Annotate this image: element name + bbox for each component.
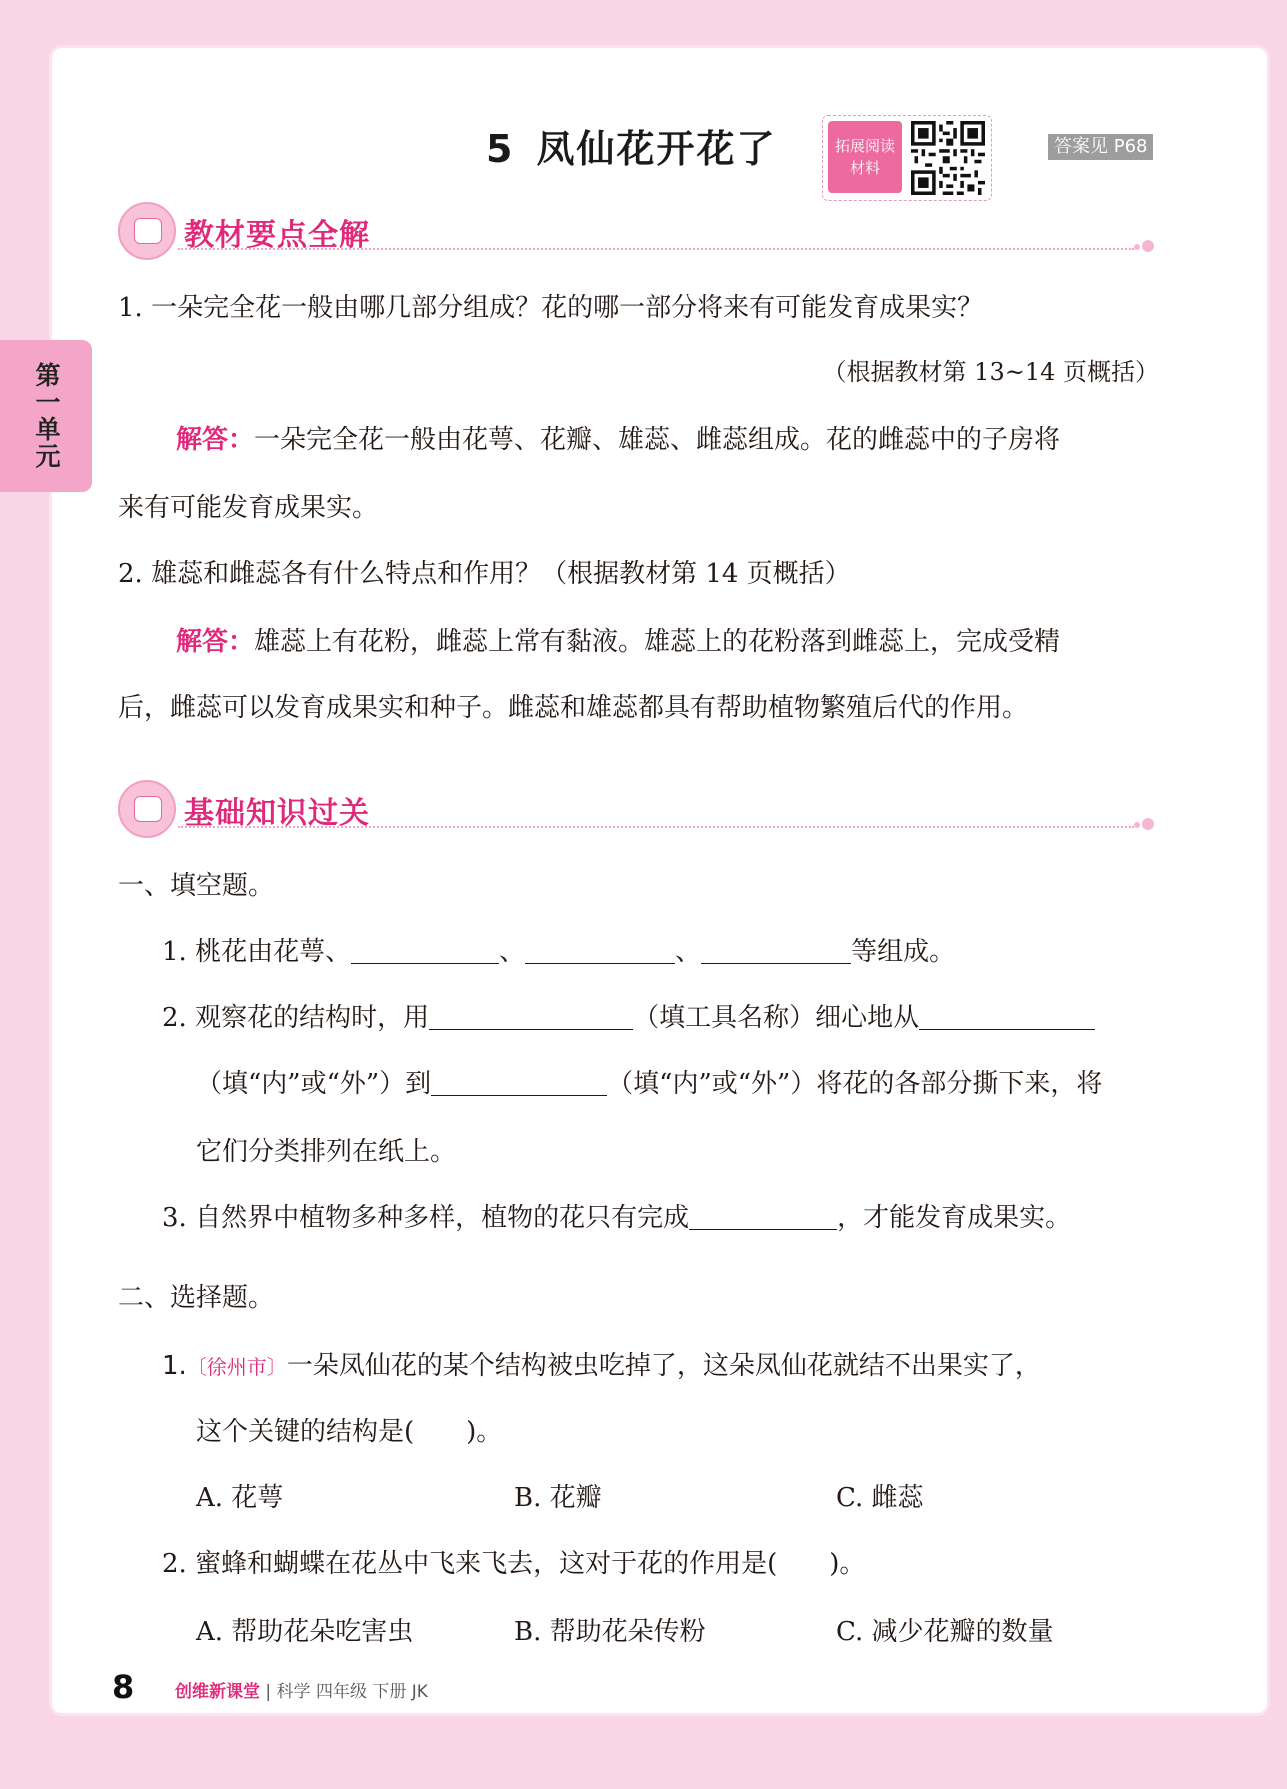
answer-label: 解答： (176, 627, 255, 657)
answer-reference-badge: 答案见 P68 (1048, 134, 1153, 160)
answer-blank[interactable] (351, 937, 499, 964)
option-c[interactable]: C. 雌蕊 (836, 1483, 924, 1513)
question-2: 2. 雄蕊和雌蕊各有什么特点和作用？（根据教材第 14 页概括） (118, 559, 851, 589)
page-number: 8 (112, 1668, 135, 1706)
question-1-source: （根据教材第 13~14 页概括） (822, 358, 1159, 386)
section-title: 教材要点全解 (184, 218, 370, 253)
choice-question-1-line-2: 这个关键的结构是( )。 (196, 1417, 503, 1447)
qr-code-icon[interactable] (911, 121, 985, 195)
fill-question-2-line-3: 它们分类排列在纸上。 (196, 1137, 457, 1167)
answer-1-line-2: 来有可能发育成果实。 (118, 493, 379, 523)
answer-blank[interactable] (701, 937, 851, 964)
answer-blank[interactable] (429, 1003, 633, 1030)
answer-2-line-2: 后，雌蕊可以发育成果实和种子。雌蕊和雄蕊都具有帮助植物繁殖后代的作用。 (118, 693, 1029, 723)
book-info: | 科学 四年级 下册 JK (265, 1682, 428, 1702)
answer-blank[interactable] (431, 1069, 607, 1096)
option-c[interactable]: C. 减少花瓣的数量 (836, 1617, 1054, 1647)
fill-question-3: 3. 自然界中植物多种多样，植物的花只有完成 ，才能发育成果实。 (162, 1203, 1072, 1233)
choice-question-1: 1.〔徐州市〕一朵凤仙花的某个结构被虫吃掉了，这朵凤仙花就结不出果实了， (162, 1351, 1041, 1381)
fill-question-1: 1. 桃花由花萼、 、 、 等组成。 (162, 937, 956, 967)
answer-blank[interactable] (689, 1203, 837, 1230)
choice-question-2: 2. 蜜蜂和蝴蝶在花丛中飞来飞去，这对于花的作用是( )。 (162, 1549, 866, 1579)
answer-blank[interactable] (525, 937, 675, 964)
lesson-title-text: 凤仙花开花了 (536, 127, 777, 171)
divider (178, 826, 1134, 828)
option-a[interactable]: A. 帮助花朵吃害虫 (196, 1617, 414, 1647)
answer-1-line-1: 解答：一朵完全花一般由花萼、花瓣、雄蕊、雌蕊组成。花的雌蕊中的子房将 (176, 425, 1061, 455)
question-1: 1. 一朵完全花一般由哪几部分组成？花的哪一部分将来有可能发育成果实？ (118, 293, 984, 323)
lesson-number: 5 (486, 127, 515, 171)
section-title: 基础知识过关 (184, 796, 370, 831)
answer-blank[interactable] (919, 1003, 1095, 1030)
footer-info (175, 1677, 428, 1702)
brand-name: 创维新课堂 (175, 1682, 260, 1702)
mascot-icon (118, 202, 176, 260)
fill-question-2-line-2: （填“内”或“外”）到 （填“内”或“外”）将花的各部分撕下来，将 (196, 1069, 1103, 1099)
section-header-textbook-points (118, 202, 1158, 256)
answer-label: 解答： (176, 425, 255, 455)
fill-blank-title: 一、填空题。 (118, 871, 275, 901)
extension-reading-label: 拓展阅读 材料 (828, 121, 902, 193)
decorative-dots-icon (1134, 240, 1158, 256)
fill-question-2-line-1: 2. 观察花的结构时，用 （填工具名称）细心地从 (162, 1000, 1095, 1036)
unit-label: 第一单元 (32, 362, 61, 470)
option-b[interactable]: B. 帮助花朵传粉 (514, 1617, 706, 1647)
section-header-basic-knowledge (118, 780, 1158, 834)
region-tag: 〔徐州市〕 (186, 1355, 287, 1379)
extension-reading-box[interactable] (822, 115, 992, 201)
mascot-icon (118, 780, 176, 838)
divider (178, 248, 1134, 250)
decorative-dots-icon (1134, 818, 1158, 834)
option-b[interactable]: B. 花瓣 (514, 1483, 602, 1513)
lesson-title (486, 118, 776, 173)
unit-side-tab (0, 340, 92, 492)
option-a[interactable]: A. 花萼 (196, 1483, 284, 1513)
choice-title: 二、选择题。 (118, 1283, 275, 1313)
answer-2-line-1: 解答：雄蕊上有花粉，雌蕊上常有黏液。雄蕊上的花粉落到雌蕊上，完成受精 (176, 627, 1061, 657)
